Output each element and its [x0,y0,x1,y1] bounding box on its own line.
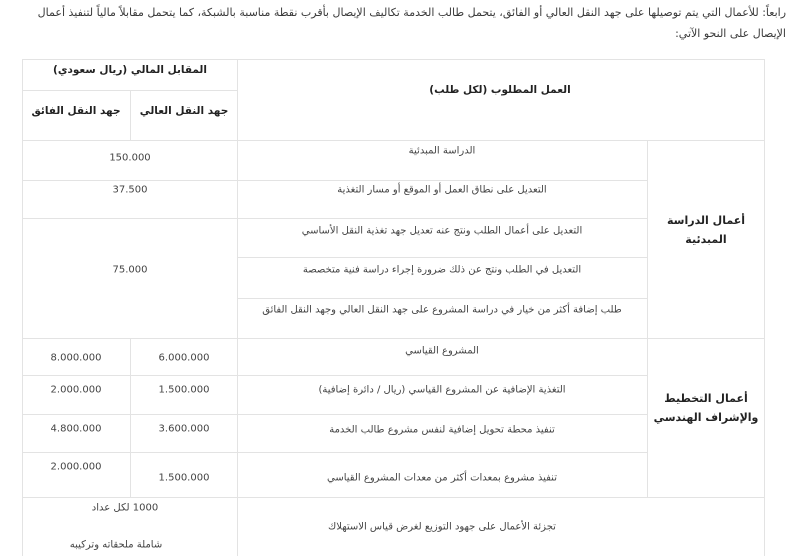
category-engineering: أعمال التخطيط والإشراف الهندسي [653,392,759,424]
row-high-value: 6.000.000 [158,352,210,364]
header-high-voltage: جهد النقل العالي [139,105,229,117]
merged-value: 75.000 [112,264,148,276]
row-high-value: 1.500.000 [158,472,210,484]
row-extra-value: 2.000.000 [50,461,102,473]
row-work: المشروع القياسي [405,345,479,357]
category-preliminary: أعمال الدراسة المبدئية [666,214,745,246]
header-financial: المقابل المالي (ريال سعودي) [53,64,207,76]
intro-paragraph: رابعاً: للأعمال التي يتم توصيلها على جهد النقل العالي أو الفائق، يتحمل طالب الخدمة تكاليف الإيصال بأقرب نقطة مناسبة بالشبكة، كما يتحمل مقابلاً مالياً لتنفيذ أعمال الإيصال على النحو الآتي: [37,6,786,40]
row-high-value: 3.600.000 [158,423,210,435]
row-extra-value: 2.000.000 [50,384,102,396]
row-extra-value: 8.000.000 [50,352,102,364]
row-high-value: 1.500.000 [158,384,210,396]
header-extra-high-voltage: جهد النقل الفائق [31,105,121,117]
row-work: تجزئة الأعمال على جهود التوزيع لغرض قياس الاستهلاك [328,521,556,533]
row-value: 37.500 [112,184,148,196]
row-work: التعديل على نطاق العمل أو الموقع أو مسار التغذية [337,184,547,196]
row-work: طلب إضافة أكثر من خيار في دراسة المشروع على جهد النقل العالي وجهد النقل الفائق [262,304,622,316]
header-work-required: العمل المطلوب (لكل طلب) [429,84,571,96]
row-work: التعديل على أعمال الطلب ونتج عنه تعديل جهد تغذية النقل الأساسي [301,225,583,237]
row-work: الدراسة المبدئية [408,145,476,157]
row-work: التغذية الإضافية عن المشروع القياسي (ريال / دائرة إضافية) [318,384,566,396]
row-work: التعديل في الطلب ونتج عن ذلك ضرورة إجراء دراسة فنية متخصصة [302,264,582,276]
row-value-line1: 1000 لكل عداد [91,502,159,514]
row-value: 150.000 [109,152,151,164]
row-extra-value: 4.800.000 [50,423,102,435]
row-work: تنفيذ محطة تحويل إضافية لنفس مشروع طالب الخدمة [329,424,555,436]
row-work: تنفيذ مشروع بمعدات أكثر من معدات المشروع القياسي [327,472,557,484]
row-value-line2: شاملة ملحقاته وتركيبه [69,539,163,551]
